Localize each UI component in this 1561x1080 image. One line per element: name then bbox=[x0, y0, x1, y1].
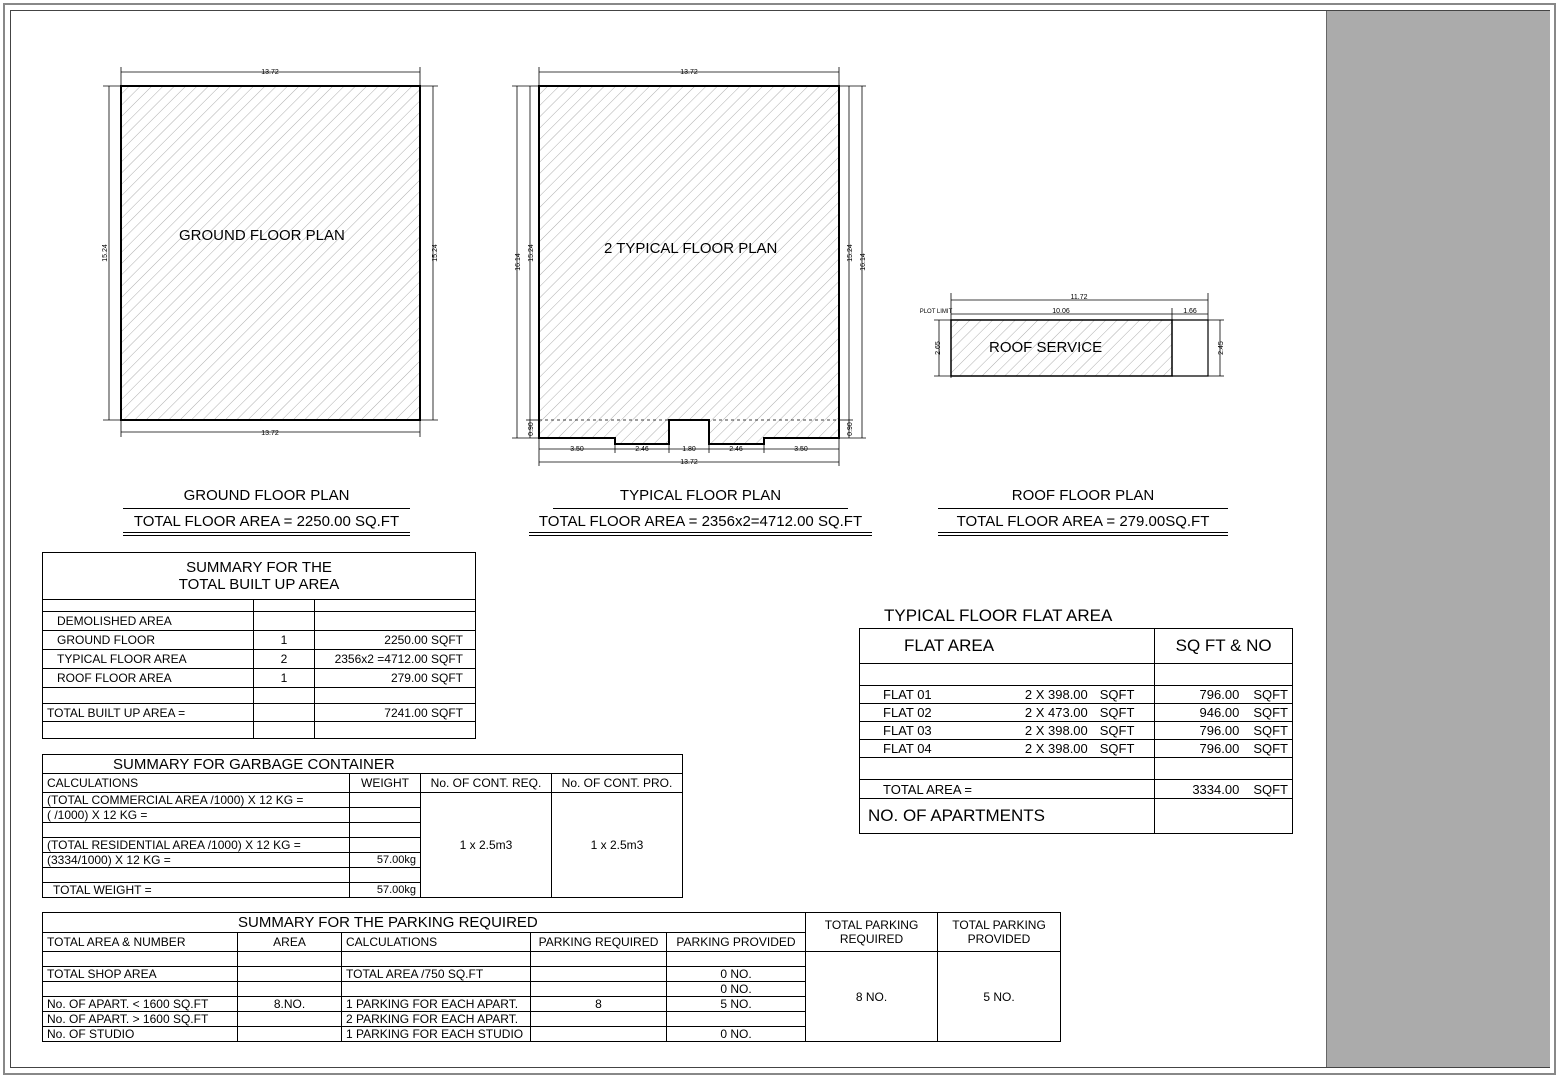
parking-row-calc: 1 PARKING FOR EACH STUDIO bbox=[342, 1027, 531, 1042]
dim-typical-seg4: 2.46 bbox=[729, 446, 743, 453]
parking-row-calc bbox=[342, 982, 531, 997]
dim-roof-right: 1.66 bbox=[1183, 308, 1197, 315]
typical-caption bbox=[529, 487, 872, 536]
parking-row-required bbox=[531, 1027, 667, 1042]
garbage-weight bbox=[350, 808, 421, 823]
parking-row-area bbox=[238, 1027, 342, 1042]
parking-row-area bbox=[238, 982, 342, 997]
table-row bbox=[43, 600, 476, 612]
ground-floor-outline bbox=[121, 86, 420, 420]
parking-header: AREA bbox=[238, 933, 342, 952]
ground-caption bbox=[123, 487, 410, 536]
flat-unit: SQFT bbox=[1092, 704, 1155, 722]
parking-row-required bbox=[531, 967, 667, 982]
total-parking-provided-value: 5 NO. bbox=[938, 952, 1061, 1042]
ground-caption-area: TOTAL FLOOR AREA = 2250.00 SQ.FT bbox=[123, 513, 410, 536]
flat-unit: SQFT bbox=[1092, 740, 1155, 758]
flat-total-unit: SQFT bbox=[1243, 722, 1292, 740]
garbage-weight bbox=[350, 793, 421, 808]
parking-header: PARKING REQUIRED bbox=[531, 933, 667, 952]
roof-caption-title: ROOF FLOOR PLAN bbox=[938, 487, 1228, 509]
flat-area-title: TYPICAL FLOOR FLAT AREA bbox=[884, 606, 1113, 625]
built-up-total-label: TOTAL BUILT UP AREA = bbox=[43, 704, 254, 722]
roof-caption-area: TOTAL FLOOR AREA = 279.00SQ.FT bbox=[938, 513, 1228, 536]
dim-typical-seg5: 3.50 bbox=[794, 446, 808, 453]
parking-title: SUMMARY FOR THE PARKING REQUIRED bbox=[43, 913, 806, 933]
parking-row-name: No. OF APART. > 1600 SQ.FT bbox=[43, 1012, 238, 1027]
typical-floor-outline bbox=[539, 86, 839, 444]
table-row bbox=[860, 686, 1293, 704]
table-row bbox=[43, 952, 1061, 967]
flat-total-area-value: 3334.00 bbox=[1155, 780, 1244, 799]
apartments-count-value bbox=[1155, 799, 1293, 834]
dim-typical-bottom: 13.72 bbox=[680, 459, 698, 466]
garbage-calc: ( /1000) X 12 KG = bbox=[43, 808, 350, 823]
dim-ground-bottom: 13.72 bbox=[261, 430, 279, 437]
flat-name: FLAT 01 bbox=[860, 686, 998, 704]
parking-table bbox=[42, 912, 1061, 1042]
built-up-title-line1: SUMMARY FOR THE bbox=[186, 559, 332, 576]
built-up-row-area: 2356x2 =4712.00 SQFT bbox=[315, 650, 476, 669]
garbage-weight bbox=[350, 838, 421, 853]
dim-ground-left: 15.24 bbox=[102, 244, 109, 262]
ground-caption-title: GROUND FLOOR PLAN bbox=[123, 487, 410, 509]
parking-header: CALCULATIONS bbox=[342, 933, 531, 952]
garbage-total-label: TOTAL WEIGHT = bbox=[43, 883, 350, 898]
built-up-total-value: 7241.00 SQFT bbox=[315, 704, 476, 722]
parking-row-required bbox=[531, 982, 667, 997]
built-up-row-name: DEMOLISHED AREA bbox=[43, 612, 254, 631]
flat-total: 946.00 bbox=[1155, 704, 1244, 722]
flat-total-area-unit: SQFT bbox=[1243, 780, 1292, 799]
parking-row-provided: 0 NO. bbox=[667, 967, 806, 982]
dim-typical-right-low: 0.90 bbox=[847, 422, 854, 436]
parking-row-calc: TOTAL AREA /750 SQ.FT bbox=[342, 967, 531, 982]
dim-typical-seg2: 2.46 bbox=[635, 446, 649, 453]
dim-typical-left-outer: 16.14 bbox=[515, 253, 522, 271]
garbage-header: WEIGHT bbox=[350, 774, 421, 793]
garbage-header: No. OF CONT. PRO. bbox=[552, 774, 683, 793]
flat-area-table bbox=[859, 628, 1293, 834]
built-up-row-area: 279.00 SQFT bbox=[315, 669, 476, 688]
flat-unit: SQFT bbox=[1092, 722, 1155, 740]
parking-row-provided bbox=[667, 1012, 806, 1027]
built-up-row-qty: 1 bbox=[254, 669, 315, 688]
garbage-calc: (3334/1000) X 12 KG = bbox=[43, 853, 350, 868]
dim-roof-left: 2.65 bbox=[935, 341, 942, 355]
dim-typical-left-inner: 15.24 bbox=[528, 244, 535, 262]
garbage-containers-required: 1 x 2.5m3 bbox=[421, 793, 552, 898]
table-row bbox=[860, 740, 1293, 758]
typical-caption-area: TOTAL FLOOR AREA = 2356x2=4712.00 SQ.FT bbox=[529, 513, 872, 536]
apartments-count-label: NO. OF APARTMENTS bbox=[860, 799, 1155, 834]
flat-name: FLAT 04 bbox=[860, 740, 998, 758]
flat-total-unit: SQFT bbox=[1243, 686, 1292, 704]
garbage-calc: (TOTAL RESIDENTIAL AREA /1000) X 12 KG = bbox=[43, 838, 350, 853]
parking-row-area: 8.NO. bbox=[238, 997, 342, 1012]
dim-roof-right-v: 2.45 bbox=[1218, 341, 1225, 355]
typical-floor-plan-label: 2 TYPICAL FLOOR PLAN bbox=[604, 240, 778, 257]
flat-total-unit: SQFT bbox=[1243, 740, 1292, 758]
parking-row-name: No. OF APART. < 1600 SQ.FT bbox=[43, 997, 238, 1012]
typical-caption-title: TYPICAL FLOOR PLAN bbox=[553, 487, 848, 509]
flat-area-header-left: FLAT AREA bbox=[860, 629, 1155, 664]
parking-row-calc: 2 PARKING FOR EACH APART. bbox=[342, 1012, 531, 1027]
garbage-calc: (TOTAL COMMERCIAL AREA /1000) X 12 KG = bbox=[43, 793, 350, 808]
garbage-header: No. OF CONT. REQ. bbox=[421, 774, 552, 793]
plot-limit-label: PLOT LIMIT bbox=[919, 309, 953, 315]
garbage-header: CALCULATIONS bbox=[43, 774, 350, 793]
built-up-row-name: ROOF FLOOR AREA bbox=[43, 669, 254, 688]
parking-row-required: 8 bbox=[531, 997, 667, 1012]
built-up-row-name: GROUND FLOOR bbox=[43, 631, 254, 650]
table-row bbox=[860, 758, 1293, 780]
total-parking-provided-header bbox=[938, 913, 1061, 952]
built-up-title-row bbox=[43, 553, 476, 600]
dim-ground-right: 15.24 bbox=[432, 244, 439, 262]
table-row bbox=[43, 631, 476, 650]
dim-ground-top: 13.72 bbox=[261, 69, 279, 76]
dim-typical-seg3: 1.80 bbox=[682, 446, 696, 453]
flat-total-unit: SQFT bbox=[1243, 704, 1292, 722]
dim-typical-right-inner: 15.24 bbox=[847, 244, 854, 262]
built-up-row-area: 2250.00 SQFT bbox=[315, 631, 476, 650]
parking-row-name: TOTAL SHOP AREA bbox=[43, 967, 238, 982]
parking-row-provided: 5 NO. bbox=[667, 997, 806, 1012]
built-up-row-area bbox=[315, 612, 476, 631]
table-row bbox=[860, 664, 1293, 686]
built-up-row-qty: 1 bbox=[254, 631, 315, 650]
flat-unit: SQFT bbox=[1092, 686, 1155, 704]
total-parking-provided-label1: TOTAL PARKING bbox=[952, 918, 1046, 932]
table-row bbox=[860, 780, 1293, 799]
garbage-total-weight: 57.00kg bbox=[350, 883, 421, 898]
dim-typical-right-outer: 16.14 bbox=[860, 253, 867, 271]
table-row bbox=[43, 793, 683, 808]
parking-header: PARKING PROVIDED bbox=[667, 933, 806, 952]
total-parking-provided-label2: PROVIDED bbox=[967, 932, 1031, 946]
flat-area-header-right: SQ FT & NO bbox=[1155, 629, 1293, 664]
table-row bbox=[860, 704, 1293, 722]
built-up-title bbox=[43, 553, 476, 600]
table-row bbox=[860, 799, 1293, 834]
parking-row-name bbox=[43, 982, 238, 997]
garbage-weight: 57.00kg bbox=[350, 853, 421, 868]
parking-row-area bbox=[238, 967, 342, 982]
table-row bbox=[43, 688, 476, 704]
parking-row-calc: 1 PARKING FOR EACH APART. bbox=[342, 997, 531, 1012]
flat-total-area-label: TOTAL AREA = bbox=[860, 780, 1155, 799]
built-up-title-line2: TOTAL BUILT UP AREA bbox=[178, 576, 340, 593]
dim-roof-total: 11.72 bbox=[1070, 294, 1088, 301]
flat-calc: 2 X 473.00 bbox=[997, 704, 1092, 722]
dim-typical-left-low: 0.90 bbox=[528, 422, 535, 436]
built-up-row-name: TYPICAL FLOOR AREA bbox=[43, 650, 254, 669]
roof-service-label: ROOF SERVICE bbox=[989, 339, 1103, 356]
roof-caption bbox=[938, 487, 1228, 536]
flat-name: FLAT 02 bbox=[860, 704, 998, 722]
table-row bbox=[43, 774, 683, 793]
table-row bbox=[43, 704, 476, 722]
parking-row-provided: 0 NO. bbox=[667, 982, 806, 997]
total-parking-required-header bbox=[806, 913, 938, 952]
garbage-title: SUMMARY FOR GARBAGE CONTAINER bbox=[43, 755, 683, 774]
table-row bbox=[43, 612, 476, 631]
flat-total: 796.00 bbox=[1155, 686, 1244, 704]
table-row bbox=[43, 650, 476, 669]
parking-row-name: No. OF STUDIO bbox=[43, 1027, 238, 1042]
total-parking-required-label2: REQUIRED bbox=[839, 932, 904, 946]
flat-name: FLAT 03 bbox=[860, 722, 998, 740]
table-row bbox=[43, 722, 476, 739]
parking-row-area bbox=[238, 1012, 342, 1027]
total-parking-required-label1: TOTAL PARKING bbox=[824, 918, 919, 932]
total-parking-required-value: 8 NO. bbox=[806, 952, 938, 1042]
parking-row-provided: 0 NO. bbox=[667, 1027, 806, 1042]
flat-total: 796.00 bbox=[1155, 722, 1244, 740]
garbage-title-row bbox=[43, 755, 683, 774]
parking-title-row bbox=[43, 913, 1061, 933]
flat-total: 796.00 bbox=[1155, 740, 1244, 758]
table-row bbox=[860, 722, 1293, 740]
flat-calc: 2 X 398.00 bbox=[997, 722, 1092, 740]
table-row bbox=[43, 669, 476, 688]
ground-floor-plan-label: GROUND FLOOR PLAN bbox=[179, 227, 345, 244]
dim-typical-top: 13.72 bbox=[680, 69, 698, 76]
dim-typical-seg1: 3.50 bbox=[570, 446, 584, 453]
built-up-area-table bbox=[42, 552, 476, 739]
parking-header: TOTAL AREA & NUMBER bbox=[43, 933, 238, 952]
built-up-row-qty bbox=[254, 612, 315, 631]
built-up-row-qty: 2 bbox=[254, 650, 315, 669]
parking-row-required bbox=[531, 1012, 667, 1027]
dim-roof-inner: 10.06 bbox=[1052, 308, 1070, 315]
flat-calc: 2 X 398.00 bbox=[997, 686, 1092, 704]
flat-calc: 2 X 398.00 bbox=[997, 740, 1092, 758]
table-row bbox=[860, 629, 1293, 664]
garbage-containers-provided: 1 x 2.5m3 bbox=[552, 793, 683, 898]
garbage-table bbox=[42, 754, 683, 898]
